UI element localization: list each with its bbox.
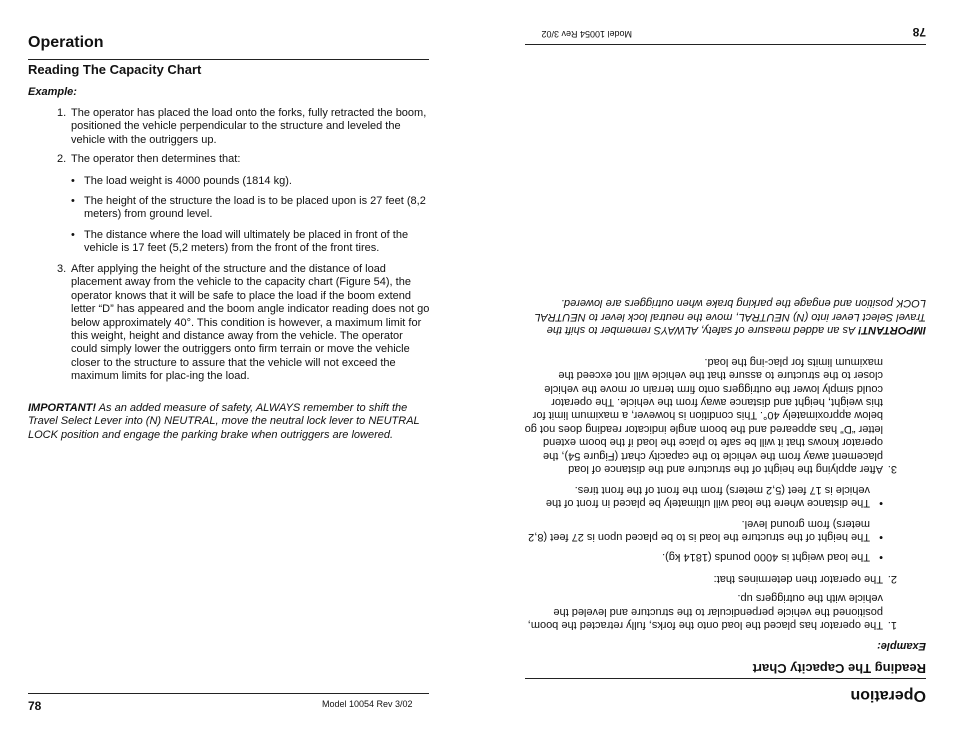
page-title: Operation [28,34,104,51]
important-label: IMPORTANT! [857,324,926,336]
step-text: The operator then determines that: [713,573,883,585]
page-title: Operation [850,687,926,704]
bullet-symbol: • [879,497,883,509]
step-number: 2. [887,573,897,585]
section-heading: Reading The Capacity Chart [752,661,926,676]
page-number: 78 [912,25,926,39]
bullet-text: The height of the structure the load is to be placed upon is 27 feet (8,2 meters) from ground level. [84,195,426,221]
step-item [522,572,897,585]
example-label: Example: [877,640,926,652]
step-text: After applying the height of the structure and the distance of load placement away from the vehicle to the capacity chart (Figure 54), the operator knows that it will be safe to place the load if the boom extend letter “D” has appeared and the boom angle indicator reading does not go below approximately 40°. This condition is however, a maximum limit for this weight, height and distance away from the vehicle. The operator could simply lower the outriggers onto firm terrain or move the vehicle closer to the structure to assure that the vehicle will not exceed the maximum limits for plac-ing the load. [71,263,430,383]
bullet-symbol: • [879,531,883,543]
step-number: 3. [887,463,897,475]
model-revision: Model 10054 Rev 3/02 [541,29,632,39]
bullet-item [523,516,883,543]
bullet-symbol: • [71,229,75,241]
footer-divider [525,44,926,45]
step-item [522,591,897,631]
model-revision: Model 10054 Rev 3/02 [322,699,413,709]
important-label: IMPORTANT! [28,402,97,414]
step-item [522,354,897,475]
bullet-text: The distance where the load will ultimately be placed in front of the vehicle is 17 feet (5,2 meters) from the front of the front tires. [84,229,409,255]
important-note [522,296,926,336]
bullet-text: The load weight is 4000 pounds (1814 kg). [662,551,870,563]
important-text: As an added measure of safety, ALWAYS remember to shift the Travel Select Lever into (N) NEUTRAL, move the neutral lock lever to NEUTRAL LOCK position and engage the parking brake when outriggers are lowered. [28,402,420,441]
bullet-symbol: • [879,551,883,563]
bullet-text: The distance where the load will ultimately be placed in front of the vehicle is 17 feet (5,2 meters) from the front of the front tires. [545,483,870,509]
section-heading: Reading The Capacity Chart [28,62,202,77]
step-number: 2. [57,153,67,165]
bullet-symbol: • [71,195,75,207]
bullet-item [523,550,883,563]
step-text: After applying the height of the structure and the distance of load placement away from the vehicle to the capacity chart (Figure 54), the operator knows that it will be safe to place the load if the boom extend letter “D” has appeared and the boom angle indicator reading does not go below approximately 40°. This condition is however, a maximum limit for this weight, height and distance away from the vehicle. The operator could simply lower the outriggers onto firm terrain or move the vehicle closer to the structure to assure that the vehicle will not exceed the maximum limits for plac-ing the load. [524,355,883,475]
bullet-text: The height of the structure the load is to be placed upon is 27 feet (8,2 meters) from ground level. [528,517,870,543]
bullet-item [523,482,883,509]
step-number: 3. [57,263,67,275]
page-number: 78 [28,699,42,713]
important-text: As an added measure of safety, ALWAYS remember to shift the Travel Select Lever into (N) NEUTRAL, move the neutral lock lever to NEUTRAL LOCK position and engage the parking brake when outriggers are lowered. [534,297,926,336]
bullet-text: The load weight is 4000 pounds (1814 kg). [84,175,292,187]
step-text: The operator has placed the load onto the forks, fully retracted the boom, positioned the vehicle perpendicular to the structure and leveled the vehicle with the outriggers up. [71,107,427,146]
step-text: The operator has placed the load onto the forks, fully retracted the boom, positioned the vehicle perpendicular to the structure and leveled the vehicle with the outriggers up. [527,592,883,631]
bullet-symbol: • [71,175,75,187]
step-number: 1. [57,107,67,119]
example-label: Example: [28,86,77,98]
title-divider [525,678,926,679]
step-text: The operator then determines that: [71,153,241,165]
step-number: 1. [887,619,897,631]
